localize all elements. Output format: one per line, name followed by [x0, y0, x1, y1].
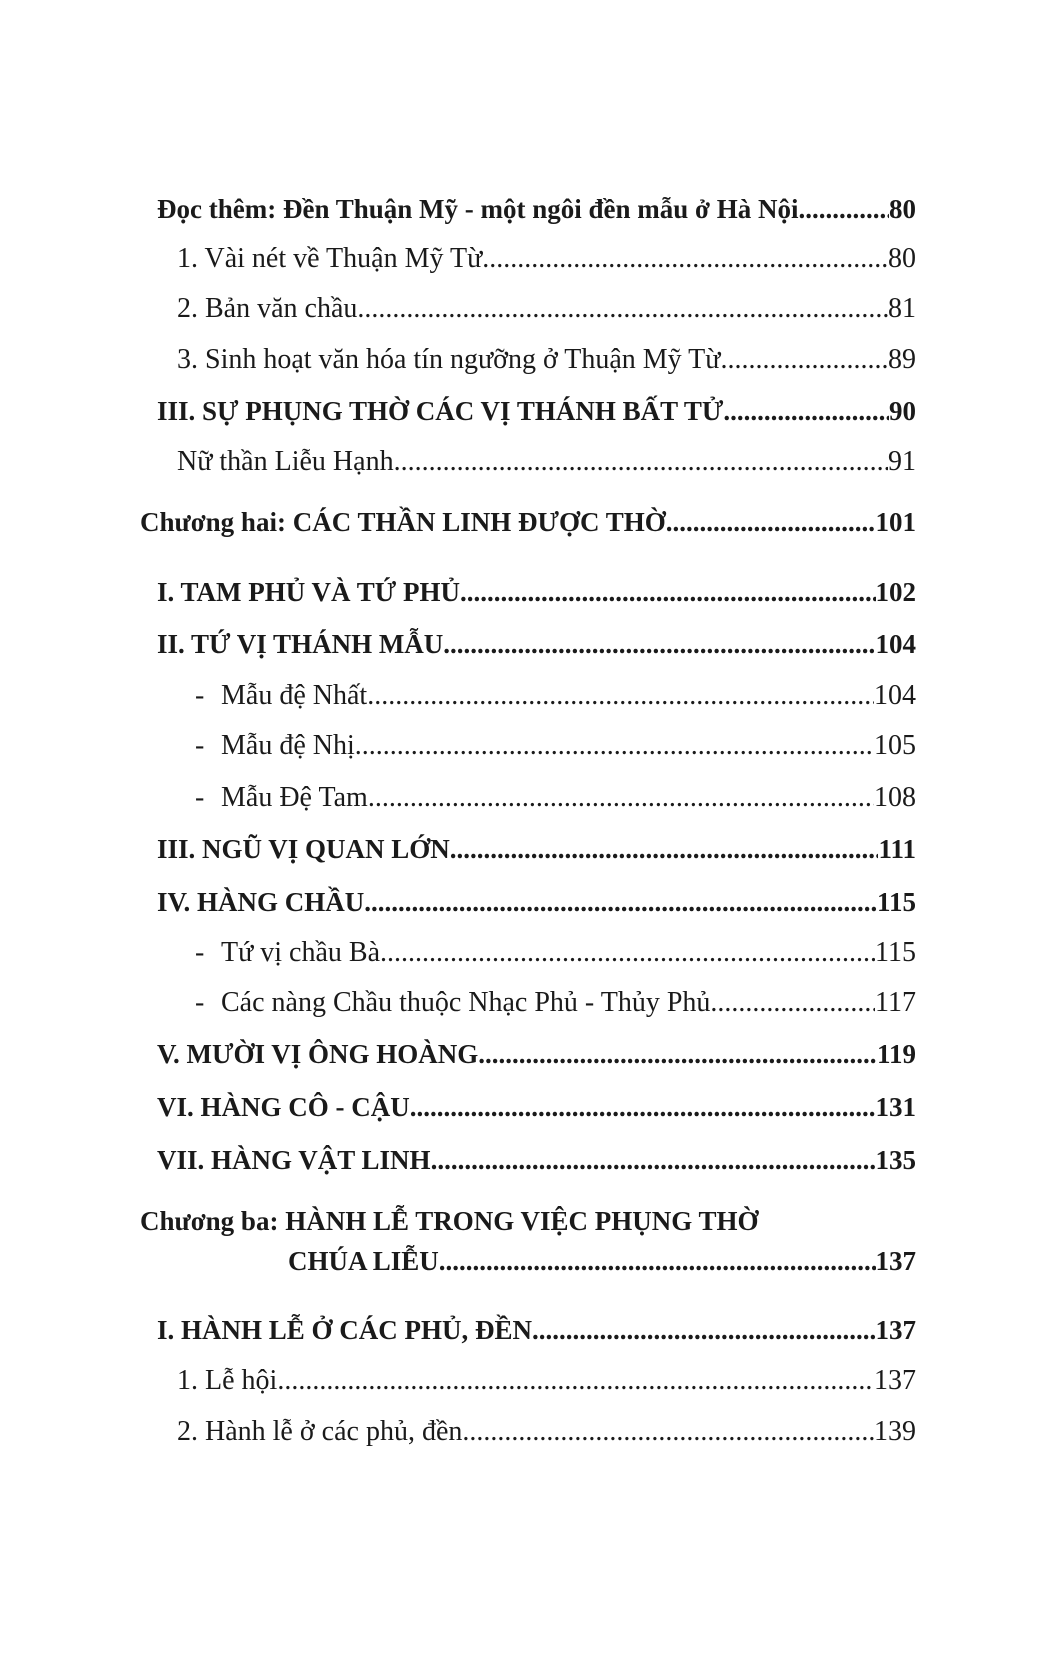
dot-leader [482, 242, 888, 276]
list-dash: - [195, 987, 205, 1018]
page-number: 137 [875, 1246, 916, 1276]
page-number: 108 [874, 782, 916, 813]
page-number: 139 [874, 1416, 916, 1447]
toc-entry: 1. Lễ hội ..... 137 [177, 1364, 916, 1398]
toc-entry: 1. Vài nét về Thuận Mỹ Từ ..... 80 [177, 242, 916, 276]
chapter-three-heading: Chương ba: HÀNH LỄ TRONG VIỆC PHỤNG THỜ [140, 1206, 759, 1236]
dot-leader [431, 1143, 876, 1177]
list-dash: - [195, 782, 205, 813]
dot-leader [367, 679, 874, 713]
toc-entry: - Mẫu đệ Nhị ..... 105 [195, 729, 916, 763]
dot-leader [478, 1037, 877, 1071]
page-number: 115 [876, 887, 916, 917]
page-number: 80 [889, 194, 916, 224]
dot-leader [462, 1415, 874, 1449]
page-number: 91 [888, 446, 916, 477]
toc-entry: - Các nàng Chầu thuộc Nhạc Phủ - Thủy Phủ ..... 117 [195, 986, 916, 1020]
dot-leader [532, 1313, 875, 1347]
dot-leader [450, 832, 879, 866]
dot-leader [666, 505, 876, 539]
toc-entry: 2. Hành lễ ở các phủ, đền ..... 139 [177, 1415, 916, 1449]
toc-entry: - Mẫu Đệ Tam ..... 108 [195, 781, 916, 815]
toc-entry: IV. HÀNG CHẦU ..... 115 [157, 885, 916, 919]
page-number: 102 [875, 577, 916, 607]
dot-leader [380, 936, 875, 970]
page-number: 89 [888, 344, 916, 375]
list-dash: - [195, 937, 205, 968]
dot-leader [364, 885, 877, 919]
page-number: 104 [874, 680, 916, 711]
toc-entry: II. TỨ VỊ THÁNH MẪU ..... 104 [157, 627, 916, 661]
toc-entry: III. NGŨ VỊ QUAN LỚN ..... 111 [157, 832, 916, 866]
page-number: 81 [888, 293, 916, 324]
page-number: 137 [875, 1315, 916, 1345]
page-number: 105 [874, 730, 916, 761]
page-number: 131 [875, 1092, 916, 1122]
dot-leader [798, 192, 889, 226]
dot-leader [710, 986, 875, 1020]
page-number: 111 [878, 834, 916, 864]
page-number: 119 [876, 1039, 916, 1069]
dot-leader [723, 394, 889, 428]
toc-entry: VI. HÀNG CÔ - CẬU ..... 131 [157, 1090, 916, 1124]
dot-leader [394, 445, 888, 479]
list-dash: - [195, 730, 205, 761]
toc-entry: - Mẫu đệ Nhất ..... 104 [195, 679, 916, 713]
dot-leader [368, 781, 874, 815]
dot-leader [357, 292, 888, 326]
dot-leader [439, 1244, 876, 1278]
page-number: 90 [889, 396, 916, 426]
dot-leader [355, 729, 874, 763]
page-number: 135 [875, 1145, 916, 1175]
dot-leader [460, 575, 875, 609]
toc-entry: I. TAM PHỦ VÀ TỨ PHỦ ..... 102 [157, 575, 916, 609]
toc-entry: Nữ thần Liễu Hạnh ..... 91 [177, 445, 916, 479]
page-number: 80 [888, 243, 916, 274]
dot-leader [277, 1364, 874, 1398]
dot-leader [443, 627, 875, 661]
page-number: 104 [875, 629, 916, 659]
toc-entry: 2. Bản văn chầu ..... 81 [177, 292, 916, 326]
dot-leader [410, 1090, 876, 1124]
page-number: 115 [875, 937, 916, 968]
page-number: 101 [875, 507, 916, 537]
toc-entry-chapter: Chương hai: CÁC THẦN LINH ĐƯỢC THỜ ..... 101 [140, 505, 916, 539]
toc-entry-chapter: CHÚA LIỄU ..... 137 [288, 1244, 916, 1278]
list-dash: - [195, 680, 205, 711]
page-number: 117 [875, 987, 916, 1018]
toc-entry: - Tứ vị chầu Bà ..... 115 [195, 936, 916, 970]
dot-leader [720, 343, 888, 377]
page-number: 137 [874, 1365, 916, 1396]
toc-entry: 3. Sinh hoạt văn hóa tín ngưỡng ở Thuận Mỹ Từ ..... 89 [177, 343, 916, 377]
toc-entry: V. MƯỜI VỊ ÔNG HOÀNG ..... 119 [157, 1037, 916, 1071]
toc-entry: III. SỰ PHỤNG THỜ CÁC VỊ THÁNH BẤT TỬ ..... 90 [157, 394, 916, 428]
toc-entry: I. HÀNH LỄ Ở CÁC PHỦ, ĐỀN ..... 137 [157, 1313, 916, 1347]
toc-entry: VII. HÀNG VẬT LINH ..... 135 [157, 1143, 916, 1177]
toc-entry: Đọc thêm: Đền Thuận Mỹ - một ngôi đền mẫu ở Hà Nội ..... 80 [157, 192, 916, 226]
